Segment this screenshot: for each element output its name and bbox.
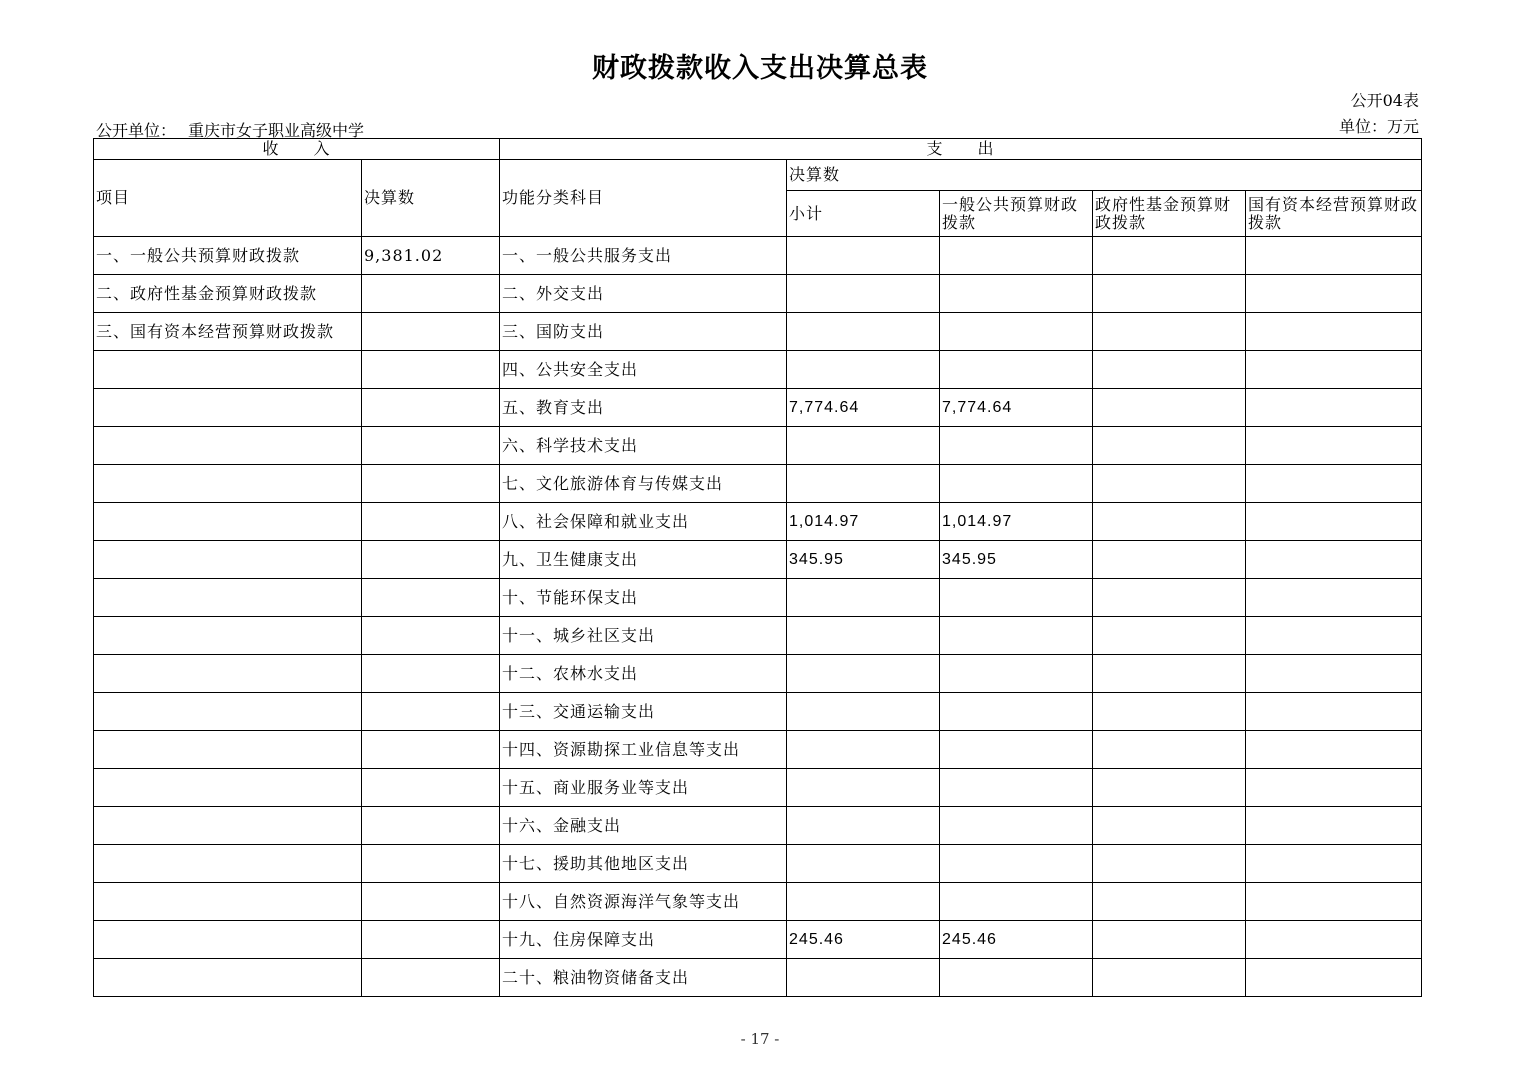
gov-fund-cell [1093,731,1246,769]
income-item-cell: 三、国有资本经营预算财政拨款 [94,313,362,351]
gov-fund-cell [1093,237,1246,275]
income-item-cell [94,579,362,617]
income-amount-cell [362,845,500,883]
table-row [94,959,1422,997]
general-budget-cell: 7,774.64 [940,389,1093,427]
income-item-cell [94,693,362,731]
table-row [94,237,1422,275]
state-capital-cell [1246,541,1422,579]
state-capital-cell [1246,807,1422,845]
gov-fund-budget-header: 政府性基金预算财政拨款 [1093,191,1246,237]
table-row [94,313,1422,351]
income-item-cell [94,959,362,997]
state-capital-cell [1246,465,1422,503]
category-cell: 十六、金融支出 [500,807,787,845]
general-budget-cell [940,275,1093,313]
income-amount-cell [362,883,500,921]
subtotal-cell [787,617,940,655]
income-amount-cell [362,427,500,465]
gov-fund-cell [1093,389,1246,427]
income-amount-cell: 9,381.02 [362,237,500,275]
income-item-cell [94,427,362,465]
functional-category-header: 功能分类科目 [500,160,787,237]
income-item-cell [94,389,362,427]
table-row [94,541,1422,579]
budget-table [93,138,1422,997]
gov-fund-cell [1093,503,1246,541]
gov-fund-cell [1093,351,1246,389]
general-budget-cell [940,465,1093,503]
subtotal-cell [787,769,940,807]
gov-fund-cell [1093,579,1246,617]
state-capital-budget-header: 国有资本经营预算财政拨款 [1246,191,1422,237]
gov-fund-cell [1093,541,1246,579]
income-amount-cell [362,541,500,579]
income-item-cell [94,541,362,579]
table-row [94,655,1422,693]
table-row [94,731,1422,769]
general-budget-cell [940,807,1093,845]
general-budget-cell [940,237,1093,275]
category-cell: 九、卫生健康支出 [500,541,787,579]
subtotal-cell [787,237,940,275]
table-row [94,693,1422,731]
income-header: 收 入 [94,139,500,160]
state-capital-cell [1246,389,1422,427]
subtotal-cell [787,313,940,351]
subtotal-cell: 245.46 [787,921,940,959]
subtotal-cell [787,427,940,465]
income-amount-cell [362,617,500,655]
gov-fund-cell [1093,693,1246,731]
category-cell: 五、教育支出 [500,389,787,427]
state-capital-cell [1246,883,1422,921]
income-amount-cell [362,389,500,427]
income-item-cell: 一、一般公共预算财政拨款 [94,237,362,275]
income-item-cell [94,769,362,807]
header-row-2 [94,160,1422,191]
state-capital-cell [1246,237,1422,275]
subtotal-cell [787,883,940,921]
org-name: 重庆市女子职业高级中学 [188,121,365,140]
general-budget-cell: 1,014.97 [940,503,1093,541]
state-capital-cell [1246,503,1422,541]
subtotal-header: 小计 [787,191,940,237]
table-row [94,807,1422,845]
category-cell: 二、外交支出 [500,275,787,313]
income-amount-cell [362,275,500,313]
subtotal-cell: 345.95 [787,541,940,579]
category-cell: 四、公共安全支出 [500,351,787,389]
income-item-cell [94,807,362,845]
state-capital-cell [1246,275,1422,313]
subtotal-cell [787,693,940,731]
general-budget-cell: 245.46 [940,921,1093,959]
table-row [94,427,1422,465]
income-item-cell [94,655,362,693]
table-row [94,503,1422,541]
state-capital-cell [1246,731,1422,769]
income-item-cell [94,351,362,389]
general-budget-cell [940,617,1093,655]
category-cell: 十八、自然资源海洋气象等支出 [500,883,787,921]
income-amount-cell [362,769,500,807]
state-capital-cell [1246,579,1422,617]
income-amount-cell [362,655,500,693]
general-budget-cell [940,579,1093,617]
table-row [94,617,1422,655]
category-cell: 十七、援助其他地区支出 [500,845,787,883]
subtotal-cell: 1,014.97 [787,503,940,541]
state-capital-cell [1246,769,1422,807]
header-row-1 [94,139,1422,160]
item-header: 项目 [94,160,362,237]
general-budget-cell [940,655,1093,693]
subtotal-cell [787,807,940,845]
category-cell: 十五、商业服务业等支出 [500,769,787,807]
gov-fund-cell [1093,959,1246,997]
state-capital-cell [1246,959,1422,997]
gov-fund-cell [1093,427,1246,465]
table-row [94,389,1422,427]
subtotal-cell [787,465,940,503]
final-amount-group-header: 决算数 [787,160,1422,191]
state-capital-cell [1246,655,1422,693]
subtotal-cell [787,275,940,313]
income-item-cell [94,921,362,959]
category-cell: 七、文化旅游体育与传媒支出 [500,465,787,503]
gov-fund-cell [1093,807,1246,845]
table-row [94,275,1422,313]
subtotal-cell [787,351,940,389]
state-capital-cell [1246,921,1422,959]
general-budget-cell [940,845,1093,883]
income-amount-cell [362,731,500,769]
income-amount-cell [362,313,500,351]
table-row [94,465,1422,503]
state-capital-cell [1246,427,1422,465]
gov-fund-cell [1093,921,1246,959]
general-budget-cell [940,883,1093,921]
subtotal-cell [787,845,940,883]
subtotal-cell [787,959,940,997]
state-capital-cell [1246,351,1422,389]
general-budget-header: 一般公共预算财政拨款 [940,191,1093,237]
table-row [94,921,1422,959]
income-item-cell [94,503,362,541]
gov-fund-cell [1093,313,1246,351]
category-cell: 六、科学技术支出 [500,427,787,465]
category-cell: 八、社会保障和就业支出 [500,503,787,541]
income-item-cell: 二、政府性基金预算财政拨款 [94,275,362,313]
gov-fund-cell [1093,655,1246,693]
income-item-cell [94,883,362,921]
general-budget-cell [940,959,1093,997]
table-row [94,351,1422,389]
gov-fund-cell [1093,769,1246,807]
table-row [94,579,1422,617]
category-cell: 十二、农林水支出 [500,655,787,693]
table-row [94,845,1422,883]
subtotal-cell [787,731,940,769]
category-cell: 一、一般公共服务支出 [500,237,787,275]
state-capital-cell [1246,313,1422,351]
category-cell: 三、国防支出 [500,313,787,351]
form-number: 公开04表 [1350,91,1419,110]
subtotal-cell [787,579,940,617]
gov-fund-cell [1093,465,1246,503]
general-budget-cell [940,351,1093,389]
subtotal-cell: 7,774.64 [787,389,940,427]
final-amount-header: 决算数 [362,160,500,237]
income-amount-cell [362,959,500,997]
general-budget-cell [940,769,1093,807]
page-number: - 17 - [740,1030,780,1048]
gov-fund-cell [1093,883,1246,921]
category-cell: 十三、交通运输支出 [500,693,787,731]
category-cell: 十一、城乡社区支出 [500,617,787,655]
gov-fund-cell [1093,845,1246,883]
org-label: 公开单位： [96,121,177,140]
expenditure-header: 支 出 [500,139,1422,160]
general-budget-cell [940,731,1093,769]
general-budget-cell [940,313,1093,351]
gov-fund-cell [1093,617,1246,655]
income-item-cell [94,731,362,769]
income-item-cell [94,845,362,883]
income-amount-cell [362,921,500,959]
income-item-cell [94,465,362,503]
table-row [94,769,1422,807]
state-capital-cell [1246,845,1422,883]
category-cell: 十四、资源勘探工业信息等支出 [500,731,787,769]
income-amount-cell [362,693,500,731]
state-capital-cell [1246,693,1422,731]
table-row [94,883,1422,921]
gov-fund-cell [1093,275,1246,313]
income-amount-cell [362,807,500,845]
category-cell: 十九、住房保障支出 [500,921,787,959]
category-cell: 二十、粮油物资储备支出 [500,959,787,997]
general-budget-cell: 345.95 [940,541,1093,579]
page-title: 财政拨款收入支出决算总表 [592,53,928,84]
income-amount-cell [362,503,500,541]
state-capital-cell [1246,617,1422,655]
general-budget-cell [940,427,1093,465]
general-budget-cell [940,693,1093,731]
income-amount-cell [362,465,500,503]
income-item-cell [94,617,362,655]
income-amount-cell [362,351,500,389]
income-amount-cell [362,579,500,617]
unit-label: 单位：万元 [1338,117,1419,136]
category-cell: 十、节能环保支出 [500,579,787,617]
subtotal-cell [787,655,940,693]
